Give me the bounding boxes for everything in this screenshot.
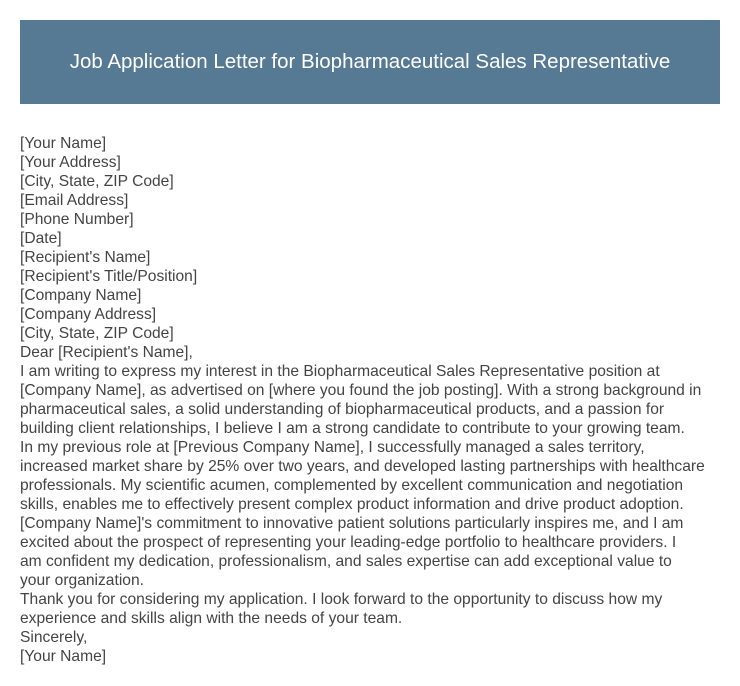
document-header [20,20,720,104]
paragraph-line: professionals. My scientific acumen, complemented by excellent communication and negotiation [20,477,684,494]
paragraph-line: your organization. [20,572,144,589]
paragraph-line: I am writing to express my interest in the Biopharmaceutical Sales Representative position at [20,363,660,380]
paragraph-line: In my previous role at [Previous Company Name], I successfully managed a sales territory, [20,439,645,456]
paragraph-thanks [20,590,725,628]
sender-name: [Your Name] [20,135,107,152]
paragraph-intro [20,362,725,438]
paragraph-line: am confident my dedication, professionalism, and sales expertise can add exceptional value to [20,553,672,570]
paragraph-line: excited about the prospect of representing your leading-edge portfolio to healthcare providers. I [20,534,677,551]
recipient-block [20,248,725,343]
recipient-name: [Recipient's Name] [20,249,151,266]
recipient-city-state-zip: [City, State, ZIP Code] [20,325,174,342]
recipient-title: [Recipient's Title/Position] [20,268,198,285]
signature: [Your Name] [20,648,107,665]
letter-body [20,134,725,666]
sender-email: [Email Address] [20,192,129,209]
closing: Sincerely, [20,629,88,646]
document-title: Job Application Letter for Biopharmaceutical Sales Representative [69,50,671,73]
paragraph-motivation [20,514,725,590]
recipient-address: [Company Address] [20,306,157,323]
letter-date: [Date] [20,230,62,247]
paragraph-line: building client relationships, I believe I am a strong candidate to contribute to your growing team. [20,420,685,437]
paragraph-line: increased market share by 25% over two years, and developed lasting partnerships with healthcare [20,458,705,475]
paragraph-line: experience and skills align with the needs of your team. [20,610,403,627]
sender-block [20,134,725,229]
paragraph-experience [20,438,725,514]
sender-address: [Your Address] [20,154,121,171]
sender-city-state-zip: [City, State, ZIP Code] [20,173,174,190]
paragraph-line: Thank you for considering my application. I look forward to the opportunity to discuss how my [20,591,663,608]
paragraph-line: [Company Name], as advertised on [where you found the job posting]. With a strong background in [20,382,702,399]
sender-phone: [Phone Number] [20,211,134,228]
salutation: Dear [Recipient's Name], [20,344,193,361]
paragraph-line: [Company Name]'s commitment to innovative patient solutions particularly inspires me, and I am [20,515,684,532]
recipient-company: [Company Name] [20,287,142,304]
paragraph-line: skills, enables me to effectively present complex product information and drive product adoption. [20,496,684,513]
paragraph-line: pharmaceutical sales, a solid understanding of biopharmaceutical products, and a passion for [20,401,665,418]
